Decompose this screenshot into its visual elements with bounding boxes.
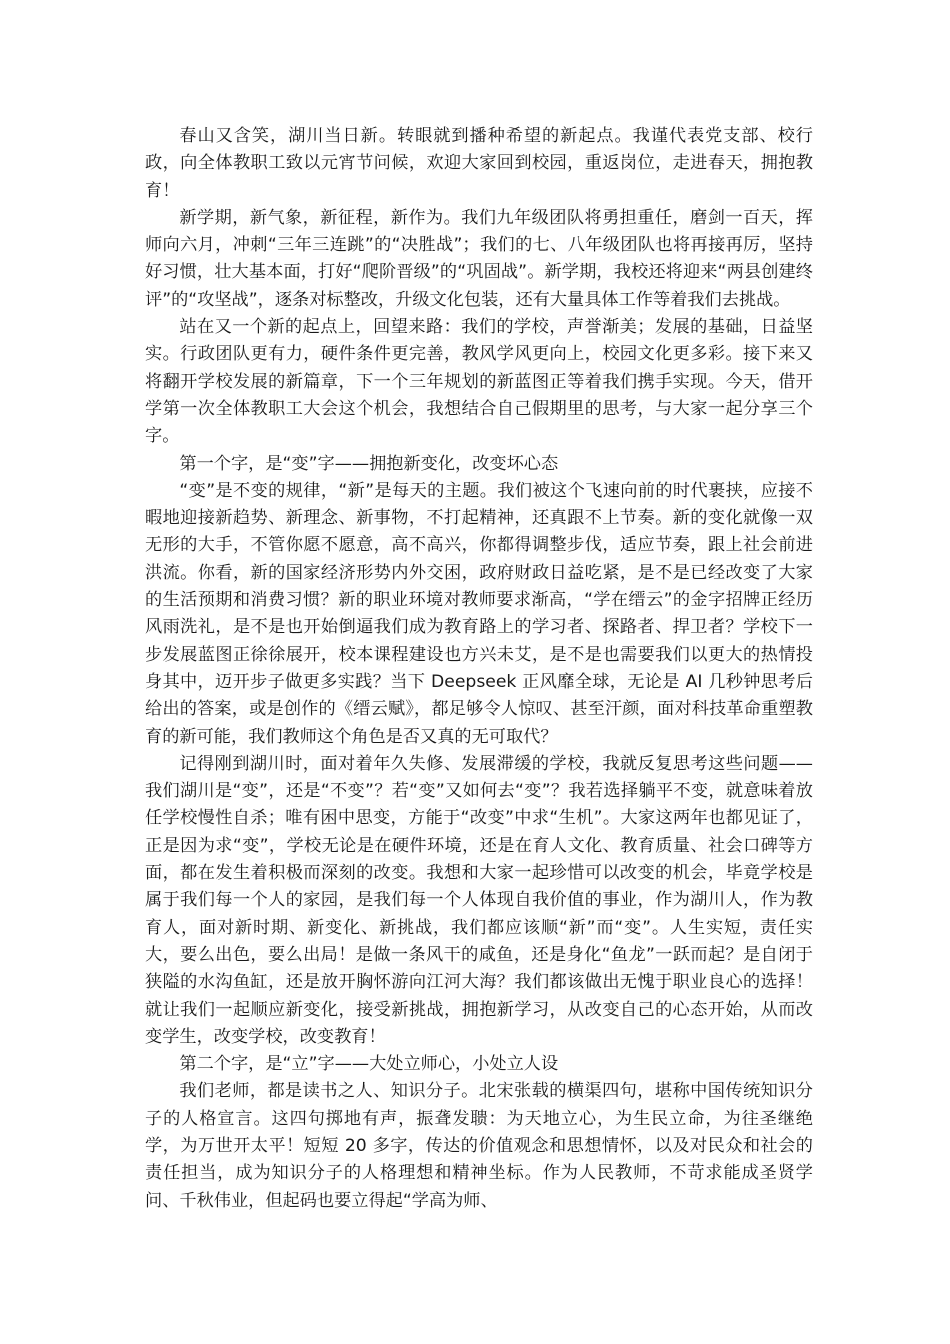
paragraph-new-starting-point: 站在又一个新的起点上，回望来路：我们的学校，声誉渐美；发展的基础，日益坚实。行政团队更有力，硬件条件更完善，教风学风更向上，校园文化更多彩。接下来又将翻开学校发展的新篇章，下一个三年规划的新蓝图正等着我们携手实现。今天，借开学第一次全体教职工大会这个机会，我想结合自己假期里的思考，与大家一起分享三个字。	[145, 317, 813, 447]
paragraph-teachers-intellectuals: 我们老师，都是读书之人、知识分子。北宋张载的横渠四句，堪称中国传统知识分子的人格宣言。这四句掷地有声，振聋发聩：为天地立心，为生民立命，为往圣继绝学，为万世开太平！短短 20 多字，传达的价值观念和思想情怀，以及对民众和社会的责任担当，成为知识分子的人格理想和精神坐标。作为人民教师，不苛求能成圣贤学问、千秋伟业，但起码也要立得起“学高为师、	[145, 1081, 813, 1211]
document-body	[145, 123, 813, 1215]
paragraph-change-rule: “变”是不变的规律，“新”是每天的主题。我们被这个飞速向前的时代裹挟，应接不暇地迎接新趋势、新理念、新事物，不打起精神，还真跟不上节奏。新的变化就像一双无形的大手，不管你愿不愿意，高不高兴，你都得调整步伐，适应节奏，跟上社会前进洪流。你看，新的国家经济形势内外交困，政府财政日益吃紧，是不是已经改变了大家的生活预期和消费习惯？新的职业环境对教师要求渐高，“学在缙云”的金字招牌正经历风雨洗礼，是不是也开始倒逼我们成为教育路上的学习者、探路者、捍卫者？学校下一步发展蓝图正徐徐展开，校本课程建设也方兴未艾，是不是也需要我们以更大的热情投身其中，迈开步子做更多实践？当下 Deepseek 正风靡全球，无论是 AI 几秒钟思考后给出的答案，或是创作的《缙云赋》，都足够令人惊叹、甚至汗颜，面对科技革命重塑教育的新可能，我们教师这个角色是否又真的无可取代？	[145, 480, 813, 747]
paragraph-new-semester: 新学期，新气象，新征程，新作为。我们九年级团队将勇担重任，磨剑一百天，挥师向六月，冲刺“三年三连跳”的“决胜战”；我们的七、八年级团队也将再接再厉，坚持好习惯，壮大基本面，打好“爬阶晋级”的“巩固战”。新学期，我校还将迎来“两县创建终评”的“攻坚战”，逐条对标整改，升级文化包装，还有大量具体工作等着我们去挑战。	[145, 207, 813, 310]
paragraph-remember-huchuan: 记得刚到湖川时，面对着年久失修、发展滞缓的学校，我就反复思考这些问题——我们湖川是“变”，还是“不变”？若“变”又如何去“变”？我若选择躺平不变，就意味着放任学校慢性自杀；唯有困中思变，方能于“改变”中求“生机”。大家这两年也都见证了，正是因为求“变”，学校无论是在硬件环境，还是在育人文化、教育质量、社会口碑等方面，都在发生着积极而深刻的改变。我想和大家一起珍惜可以改变的机会，毕竟学校是属于我们每一个人的家园，是我们每一个人体现自我价值的事业，作为湖川人，作为教育人，面对新时期、新变化、新挑战，我们都应该顺“新”而“变”。人生实短，责任实大，要么出色，要么出局！是做一条风干的咸鱼，还是身化“鱼龙”一跃而起？是自闭于狭隘的水沟鱼缸，还是放开胸怀游向江河大海？我们都该做出无愧于职业良心的选择！就让我们一起顺应新变化，接受新挑战，拥抱新学习，从改变自己的心态开始，从而改变学生，改变学校，改变教育！	[145, 753, 813, 1047]
paragraph-greeting: 春山又含笑，湖川当日新。转眼就到播种希望的新起点。我谨代表党支部、校行政，向全体教职工致以元宵节问候，欢迎大家回到校园，重返岗位，走进春天，拥抱教育！	[145, 126, 813, 201]
section-heading-change: 第一个字，是“变”字——拥抱新变化，改变坏心态	[179, 453, 559, 474]
section-heading-establish: 第二个字，是“立”字——大处立师心，小处立人设	[179, 1054, 559, 1075]
